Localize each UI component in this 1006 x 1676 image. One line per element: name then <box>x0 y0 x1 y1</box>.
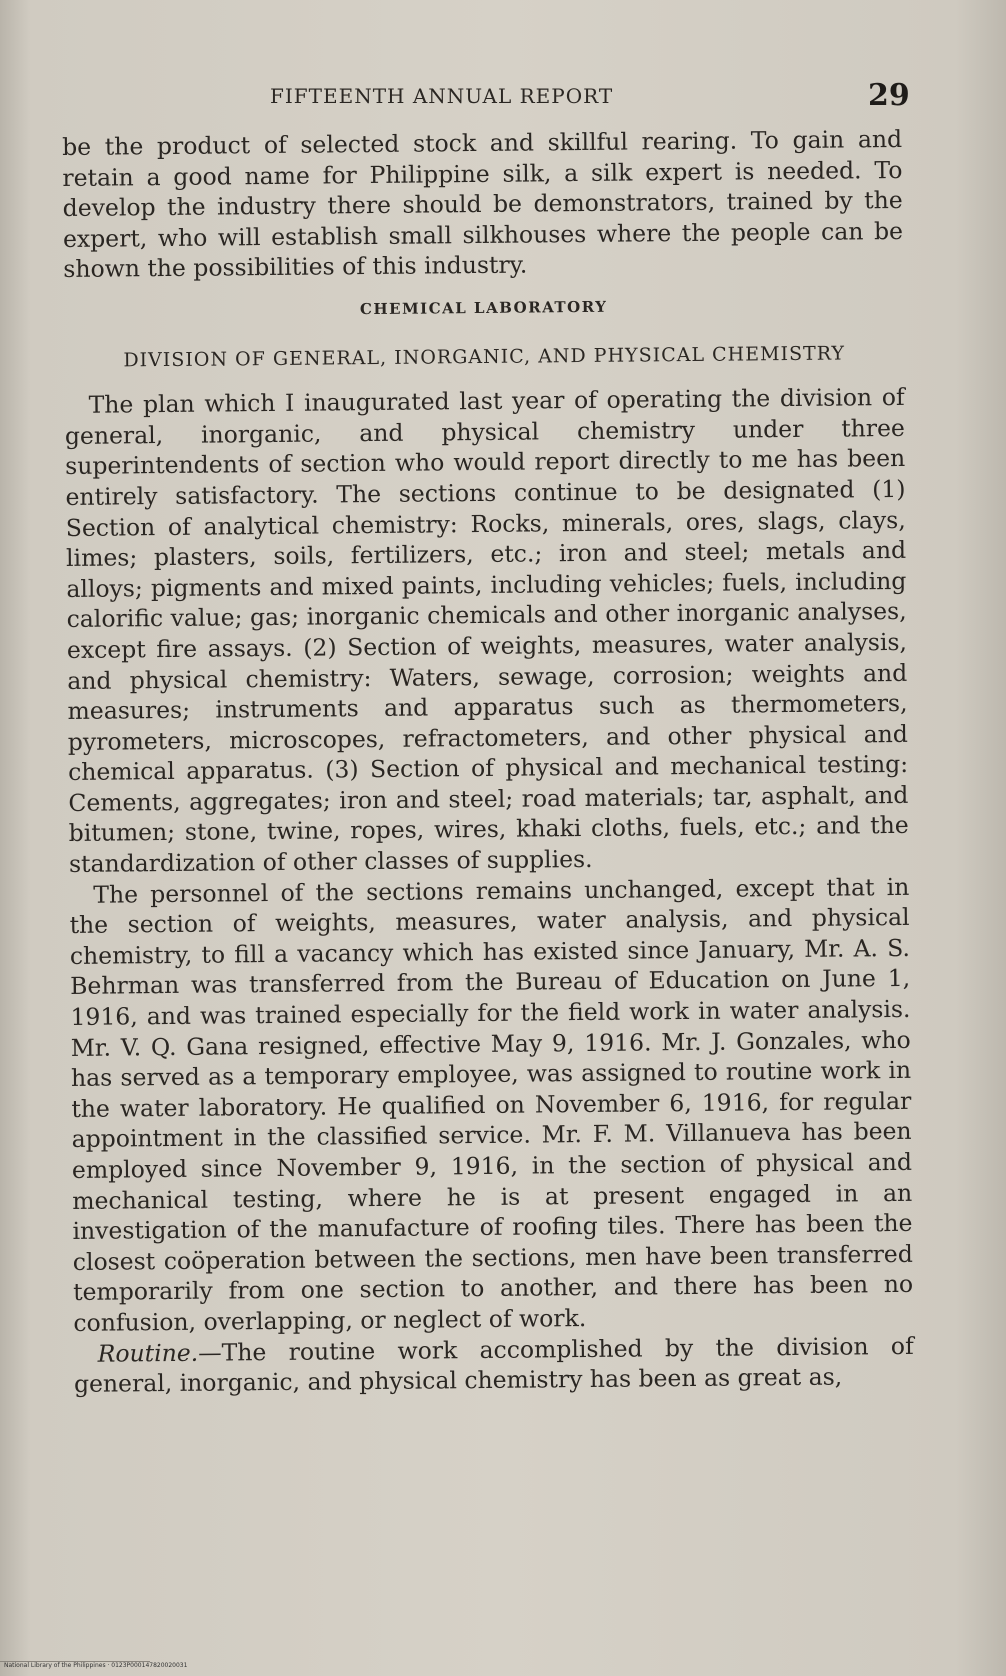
running-title: FIFTEENTH ANNUAL REPORT <box>270 84 614 108</box>
page-number: 29 <box>868 78 910 113</box>
scan-footer-note: National Library of the Philippines · 0123P000147820020031 <box>4 1662 188 1669</box>
division-heading: DIVISION OF GENERAL, INORGANIC, AND PHYSICAL CHEMISTRY <box>123 342 846 371</box>
paragraph-routine <box>74 1330 915 1399</box>
routine-runin-heading: Routine. <box>97 1338 199 1368</box>
paragraph-silk-continued: be the product of selected stock and skillful rearing. To gain and retain a good name for Philippine silk, a silk expert is needed. To develop the industry there should be demonstrators, trained by the expert, who will establish small silkhouses where the people can be shown the possibilities of this industry. <box>62 124 904 284</box>
body-text <box>62 124 914 1400</box>
paragraph-plan: The plan which I inaugurated last year of operating the division of general, inorganic, and physical chemistry under three superintendents of section who would report directly to me has been entirely satisfactory. The sections continue to be designated (1) Section of analytical chemistry: Rocks, minerals, ores, slags, clays, limes; plasters, soils, fertilizers, etc.; iron and steel; metals and alloys; pigments and mixed paints, including vehicles; fuels, including calorific value; gas; inorganic chemicals and other inorganic analyses, except fire assays. (2) Section of weights, measures, water analysis, and physical chemistry: Waters, sewage, corrosion; weights and measures; instruments and apparatus such as thermometers, pyrometers, microscopes, refractometers, and other physical and chemical apparatus. (3) Section of physical and mechanical testing: Cements, aggregates; iron and steel; road materials; tar, asphalt, and bitumen; stone, twine, ropes, wires, khaki cloths, fuels, etc.; and the standardization of other classes of supplies. <box>64 383 909 879</box>
section-heading: CHEMICAL LABORATORY <box>359 297 608 319</box>
routine-text: —The routine work accomplished by the division of general, inorganic, and physical chemistry has been as great as, <box>73 1331 914 1399</box>
page-header <box>0 80 1006 120</box>
paragraph-personnel: The personnel of the sections remains unchanged, except that in the section of weights, measures, water analysis, and physical chemistry, to fill a vacancy which has existed since January, Mr. A. S. Behrman was transferred from the Bureau of Education on June 1, 1916, and was trained especially for the field work in water analysis. Mr. V. Q. Gana resigned, effective May 9, 1916. Mr. J. Gonzales, who has served as a temporary employee, was assigned to routine work in the water laboratory. He qualified on November 6, 1916, for regular appointment in the classified service. Mr. F. M. Villanueva has been employed since November 9, 1916, in the section of physical and mechanical testing, where he is at present engaged in an investigation of the manufacture of roofing tiles. There has been the closest coöperation between the sections, men have been transferred temporarily from one section to another, and there has been no confusion, overlapping, or neglect of work. <box>69 872 914 1337</box>
